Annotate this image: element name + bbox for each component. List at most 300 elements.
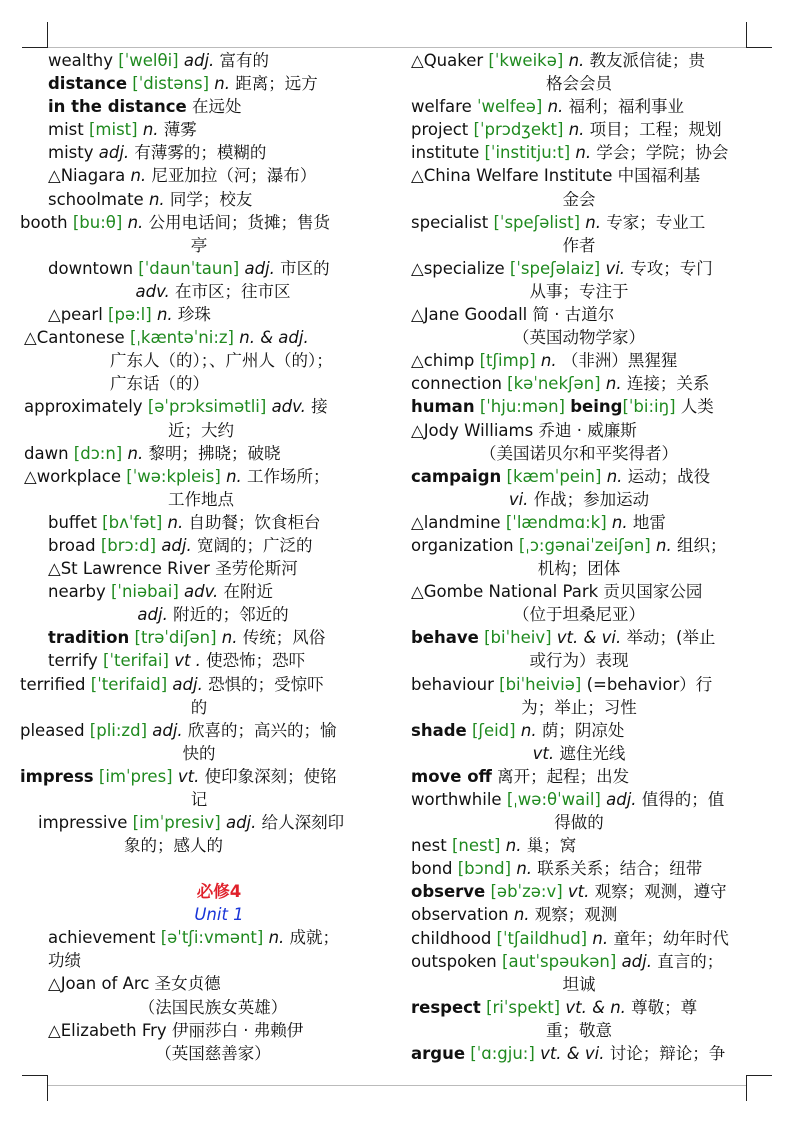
definition: 人类: [680, 397, 714, 417]
part-of-speech: n.: [130, 166, 147, 186]
headword: approximately: [24, 397, 143, 417]
entry: [411, 834, 747, 857]
definition: 中国福利基: [617, 166, 701, 186]
part-of-speech: n.: [516, 859, 533, 879]
headword: △workplace: [24, 466, 122, 486]
definition: 接: [311, 397, 328, 417]
definition: 公用电话间；货摊；售货: [148, 212, 331, 232]
entry: [411, 765, 747, 788]
part-of-speech: vt. & vi.: [556, 628, 622, 648]
entry-line: [411, 211, 747, 234]
phonetic: [ˈhju:mən]: [479, 397, 565, 417]
entry-line: [24, 395, 378, 418]
phonetic: [imˈpresiv]: [132, 813, 221, 833]
phonetic: [ˈɑ:gju:]: [470, 1044, 535, 1064]
part-of-speech: adv.: [184, 582, 219, 602]
part-of-speech: n.: [226, 466, 242, 486]
headword: connection: [411, 374, 502, 394]
definition: 巢；窝: [526, 836, 577, 856]
headword: outspoken: [411, 951, 497, 971]
entry: [20, 626, 378, 649]
headword: downtown: [48, 258, 134, 278]
entry-line: [411, 164, 747, 187]
definition: 格会会员: [546, 74, 612, 94]
entry: [411, 903, 747, 926]
entry-line: [48, 164, 378, 187]
part-of-speech: vi.: [605, 258, 626, 278]
entry: [20, 465, 378, 511]
phonetic: [ˈdaunˈtaun]: [138, 258, 240, 278]
definition: 专攻；专门: [630, 258, 713, 278]
definition: 工作场所；: [247, 466, 330, 486]
phonetic: [əˈtʃi:vmənt]: [160, 928, 264, 948]
right-column: [411, 49, 747, 1065]
definition: 从事；专注于: [529, 281, 629, 301]
entry-line: [411, 419, 747, 442]
entry-line: [411, 534, 747, 557]
entry-line: [411, 788, 747, 811]
phonetic: [ˌwə:θˈwail]: [506, 790, 601, 809]
part-of-speech: n.: [148, 189, 165, 209]
entry-line: [411, 950, 747, 973]
entry-line: [411, 765, 747, 788]
definition: 联系关系；结合；纽带: [537, 859, 703, 879]
part-of-speech: vt.: [532, 743, 555, 763]
entry-line: [48, 580, 378, 603]
phonetic: [bɔnd]: [457, 859, 512, 879]
entry-continuation: [48, 603, 378, 626]
entry: [411, 211, 747, 257]
headword: booth: [20, 212, 68, 232]
phonetic: [tʃimp]: [479, 351, 536, 371]
headword: move off: [411, 766, 492, 786]
entry-continuation: [411, 742, 747, 765]
entry-continuation: [20, 788, 378, 811]
entry: [411, 349, 747, 372]
entry-line: [48, 303, 378, 326]
definition: （位于坦桑尼亚）: [513, 605, 645, 625]
entry: [411, 534, 747, 580]
definition: 黎明；拂晓；破晓: [148, 443, 281, 463]
definition: （英国动物学家）: [513, 328, 645, 348]
entry-line: [411, 372, 747, 395]
entry: [20, 211, 378, 257]
entry-continuation: [20, 742, 378, 765]
part-of-speech: n.: [540, 351, 557, 371]
headword: terrify: [48, 651, 98, 671]
entry-continuation: [411, 188, 747, 211]
part-of-speech: adj.: [244, 258, 275, 278]
definition: 自助餐；饮食柜台: [188, 512, 321, 532]
definition: （美国诺贝尔和平奖得者）: [480, 443, 678, 463]
entry: [411, 950, 747, 996]
headword: △St Lawrence River: [48, 559, 210, 579]
phonetic: [ˈspeʃəlist]: [493, 212, 581, 232]
phonetic: [ˈlændmɑ:k]: [505, 512, 607, 532]
headword: observe: [411, 882, 486, 902]
headword: buffet: [48, 512, 97, 532]
entry-continuation: [411, 696, 747, 719]
part-of-speech: vt. & n.: [565, 997, 626, 1017]
definition: 亭: [190, 235, 208, 255]
entry-line: [48, 118, 378, 141]
headword: wealthy: [48, 51, 114, 70]
headword: campaign: [411, 466, 502, 486]
definition: 在市区；往市区: [175, 281, 291, 301]
definition: 使恐怖；恐吓: [206, 651, 306, 671]
part-of-speech: adj.: [172, 674, 203, 694]
entry: [20, 972, 378, 1018]
entry-line: [411, 857, 747, 880]
entry-continuation: [411, 1019, 747, 1042]
entry: [20, 49, 378, 72]
part-of-speech: vt. & vi.: [540, 1044, 605, 1064]
headword: △specialize: [411, 258, 505, 278]
phonetic: [ˈniəbai]: [111, 582, 179, 602]
entry: [20, 673, 378, 719]
entry-line: [411, 49, 747, 72]
definition: 快的: [182, 743, 216, 763]
definition: 功绩: [48, 951, 81, 971]
phonetic: [pə:l]: [108, 305, 152, 325]
entry-line: [411, 257, 747, 280]
definition: 伊丽莎白 · 弗赖伊: [171, 1020, 304, 1040]
entry-line: [48, 626, 378, 649]
entry-line: [48, 72, 378, 95]
entry: [20, 649, 378, 672]
headword: nest: [411, 836, 447, 856]
entry-line: [48, 141, 378, 164]
definition: 有薄雾的；模糊的: [134, 143, 267, 163]
entry-line: [411, 511, 747, 534]
definition: 象的；感人的: [124, 836, 223, 856]
phonetic: [ˈinstitju:t]: [484, 143, 571, 163]
headword: project: [411, 120, 469, 140]
phonetic: [kæmˈpein]: [506, 466, 602, 486]
entry-line: [20, 673, 378, 696]
entry: [411, 419, 747, 465]
definition: 记: [190, 790, 208, 809]
headword: behave: [411, 628, 479, 648]
definition: 学会；学院；协会: [596, 143, 729, 163]
definition: 欣喜的；高兴的；愉: [187, 720, 337, 740]
definition: 近；大约: [168, 420, 234, 440]
definition: 的: [190, 697, 208, 717]
phonetic: [ˈspeʃəlaiz]: [509, 258, 601, 278]
phonetic: [ˌkæntəˈni:z]: [129, 328, 234, 348]
crop-mark-bottom-left-h: [22, 1075, 48, 1076]
phonetic: [bu:θ]: [72, 212, 123, 232]
entry-line: [24, 442, 378, 465]
entry-continuation: [48, 996, 378, 1019]
entry-line: [411, 395, 747, 418]
phonetic: [ˈprɔdʒekt]: [473, 120, 564, 140]
part-of-speech: n.: [142, 120, 159, 140]
part-of-speech: n.: [568, 120, 585, 140]
entry: [411, 164, 747, 210]
crop-mark-top-left-h: [22, 47, 48, 48]
part-of-speech: n.: [520, 720, 537, 740]
entry: [20, 141, 378, 164]
definition: 简 · 古道尔: [532, 305, 615, 325]
unit-heading: Unit 1: [194, 905, 244, 925]
crop-mark-bottom-left-v: [47, 1075, 48, 1101]
entry-continuation: [24, 349, 378, 372]
entry: [411, 1042, 747, 1065]
part-of-speech: n.: [585, 212, 601, 232]
headword: nearby: [48, 582, 106, 602]
entry: [20, 164, 378, 187]
phonetic: [autˈspəukən]: [502, 951, 617, 971]
entry-line: [48, 557, 378, 580]
entry: [411, 303, 747, 349]
part-of-speech: adj.: [98, 143, 130, 163]
phonetic: [ˈbi:iŋ]: [622, 397, 676, 417]
phonetic: [ˈterifaid]: [90, 674, 168, 694]
entry-continuation: [411, 442, 747, 465]
phonetic: [bʌˈfət]: [102, 512, 163, 532]
definition: （法国民族女英雄）: [138, 997, 288, 1017]
phonetic: [nest]: [451, 836, 501, 856]
headword: observation: [411, 905, 509, 925]
entry-continuation: [24, 372, 378, 395]
entry: [20, 580, 378, 626]
entry-line: [411, 95, 747, 118]
definition: 直言的；: [657, 951, 724, 971]
entry-line: [411, 719, 747, 742]
entry: [411, 118, 747, 141]
entry: [411, 857, 747, 880]
definition: 童年；幼年时代: [613, 928, 729, 948]
headword: welfare: [411, 97, 472, 117]
phonetic: [ˌɔ:gənaiˈzeiʃən]: [518, 535, 651, 555]
phonetic: [kəˈnekʃən]: [507, 374, 601, 394]
part-of-speech: adj.: [606, 790, 637, 809]
entry: [20, 557, 378, 580]
entry: [20, 765, 378, 811]
part-of-speech: n.: [656, 535, 672, 555]
phonetic: [ˈkweikə]: [488, 51, 564, 70]
entry: [411, 788, 747, 834]
part-of-speech: n.: [127, 443, 144, 463]
entry: [411, 372, 747, 395]
phonetic: [biˈheiv]: [484, 628, 552, 648]
headword: worthwhile: [411, 790, 502, 809]
entry: [20, 95, 378, 118]
definition: 重；敬意: [546, 1020, 612, 1040]
entry-continuation: [411, 488, 747, 511]
headword: △pearl: [48, 305, 103, 325]
entry: [20, 72, 378, 95]
headword: △Elizabeth Fry: [48, 1020, 167, 1040]
entry: [20, 395, 378, 441]
part-of-speech: n.: [592, 928, 609, 948]
entry: [411, 511, 747, 534]
headword: △Cantonese: [24, 328, 125, 348]
definition: 作战；参加运动: [533, 489, 650, 509]
entry: [411, 880, 747, 903]
definition: 市区的: [280, 258, 330, 278]
entry: [411, 719, 747, 765]
definition: 使印象深刻；使铭: [204, 766, 337, 786]
entry-line: [20, 211, 378, 234]
definition: 项目；工程；规划: [589, 120, 722, 140]
entry-continuation: [24, 419, 378, 442]
definition: 在附近: [223, 582, 274, 602]
part-of-speech: n.: [221, 628, 238, 648]
headword: △chimp: [411, 351, 475, 371]
headword: impressive: [38, 813, 128, 833]
entry: [411, 95, 747, 118]
part-of-speech: n.: [605, 374, 622, 394]
part-of-speech: n.: [214, 74, 230, 94]
part-of-speech: vi.: [508, 489, 529, 509]
entry-continuation: [411, 234, 747, 257]
definition: 成就；: [289, 928, 340, 948]
phonetic: [riˈspekt]: [486, 997, 561, 1017]
entry-continuation: [411, 72, 747, 95]
definition: 广东话（的）: [110, 374, 209, 394]
entry-line: [411, 141, 747, 164]
definition: 乔迪 · 威廉斯: [538, 420, 637, 440]
phonetic: [əbˈzə:v]: [490, 882, 563, 902]
phonetic: [dɔ:n]: [73, 443, 123, 463]
definition: 广东人（的）；、广州人（的）；: [110, 351, 333, 371]
entry-continuation: [48, 280, 378, 303]
entry: [411, 996, 747, 1042]
definition: 圣劳伦斯河: [215, 559, 298, 579]
phonetic: [mist]: [88, 120, 138, 140]
entry-continuation: [411, 326, 747, 349]
headword: dawn: [24, 443, 69, 463]
definition: 恐惧的；受惊吓: [208, 674, 324, 694]
entry: [411, 580, 747, 626]
entry: [411, 257, 747, 303]
headword: institute: [411, 143, 480, 163]
book-heading: 必修4: [196, 882, 242, 902]
entry-line: [411, 834, 747, 857]
definition: 尼亚加拉（河；瀑布）: [151, 166, 317, 186]
entry: [20, 534, 378, 557]
definition: 值得的；值: [641, 790, 725, 809]
definition: 讨论；辩论；争: [609, 1044, 726, 1064]
headword: pleased: [20, 720, 85, 740]
left-column: [20, 49, 378, 1065]
part-of-speech: adv.: [271, 397, 306, 417]
entry-continuation: [48, 1042, 378, 1065]
phonetic: [ˈdistəns]: [132, 74, 210, 94]
top-rule: [48, 47, 746, 48]
entry: [20, 442, 378, 465]
entry-continuation: [24, 488, 378, 511]
headword: △Niagara: [48, 166, 126, 186]
phonetic: [ˈterifai]: [103, 651, 169, 671]
entry-line: [411, 349, 747, 372]
definition: 同学；校友: [169, 189, 253, 209]
headword: behaviour: [411, 674, 494, 694]
definition: 坦诚: [562, 974, 596, 994]
entry: [411, 673, 747, 719]
entry-line: [411, 626, 747, 649]
headword: broad: [48, 535, 96, 555]
headword: △China Welfare Institute: [411, 166, 613, 186]
definition: 观察；观测: [534, 905, 618, 925]
crop-mark-bottom-right-h: [746, 1075, 772, 1076]
entry-continuation: [20, 696, 378, 719]
entry-continuation: [20, 234, 378, 257]
entry-line: [411, 580, 747, 603]
entry: [411, 49, 747, 95]
entry-line: [411, 880, 747, 903]
definition: 地雷: [632, 512, 666, 532]
definition: 运动；战役: [627, 466, 711, 486]
entry-line: [24, 326, 378, 349]
definition: 尊敬；尊: [631, 997, 698, 1017]
entry: [411, 927, 747, 950]
definition: 附近的；邻近的: [173, 605, 289, 625]
headword: specialist: [411, 212, 489, 232]
definition: 宽阔的；广泛的: [196, 535, 313, 555]
entry-line: [411, 927, 747, 950]
entry-line: [38, 811, 378, 834]
definition: 工作地点: [168, 489, 234, 509]
phonetic: [trəˈdiʃən]: [134, 628, 217, 648]
part-of-speech: adj.: [621, 951, 652, 971]
part-of-speech: n.: [568, 51, 585, 70]
entry: [411, 465, 747, 511]
headword: △landmine: [411, 512, 501, 532]
part-of-speech: n.: [513, 905, 530, 925]
part-of-speech: n.: [127, 212, 144, 232]
entry: [20, 811, 378, 857]
part-of-speech: n.: [268, 928, 285, 948]
part-of-speech: adj.: [183, 51, 215, 70]
part-of-speech: n.: [167, 512, 184, 532]
entry: [20, 1019, 378, 1065]
entry-continuation: [411, 811, 747, 834]
entry-line: [20, 719, 378, 742]
phonetic: [ˈtʃaildhud]: [496, 928, 588, 948]
entry: [20, 926, 378, 972]
definition: 富有的: [219, 51, 270, 70]
entry-line: [48, 926, 378, 949]
entry-line: [411, 118, 747, 141]
entry: [411, 395, 747, 418]
phonetic: [brɔ:d]: [100, 535, 157, 555]
phonetic: [əˈprɔksimətli]: [147, 397, 267, 417]
headword: childhood: [411, 928, 492, 948]
definition: 传统；风俗: [242, 628, 326, 648]
headword: in the distance: [48, 97, 187, 117]
entry-line: [411, 303, 747, 326]
definition: 举动；(举止: [626, 628, 716, 648]
definition: 得做的: [554, 813, 604, 833]
entry-line: [48, 257, 378, 280]
entry-line: [48, 972, 378, 995]
headword: argue: [411, 1044, 466, 1064]
headword: human: [411, 397, 475, 417]
part-of-speech: adv.: [135, 281, 170, 301]
definition: 组织；: [676, 535, 727, 555]
part-of-speech: vt.: [177, 766, 200, 786]
definition: 为；举止；习性: [521, 697, 637, 717]
entry-continuation: [38, 834, 378, 857]
headword: misty: [48, 143, 94, 163]
crop-mark-top-left-v: [47, 22, 48, 48]
headword: organization: [411, 535, 514, 555]
definition: 福利；福利事业: [568, 97, 685, 117]
headword: △Joan of Arc: [48, 974, 150, 994]
